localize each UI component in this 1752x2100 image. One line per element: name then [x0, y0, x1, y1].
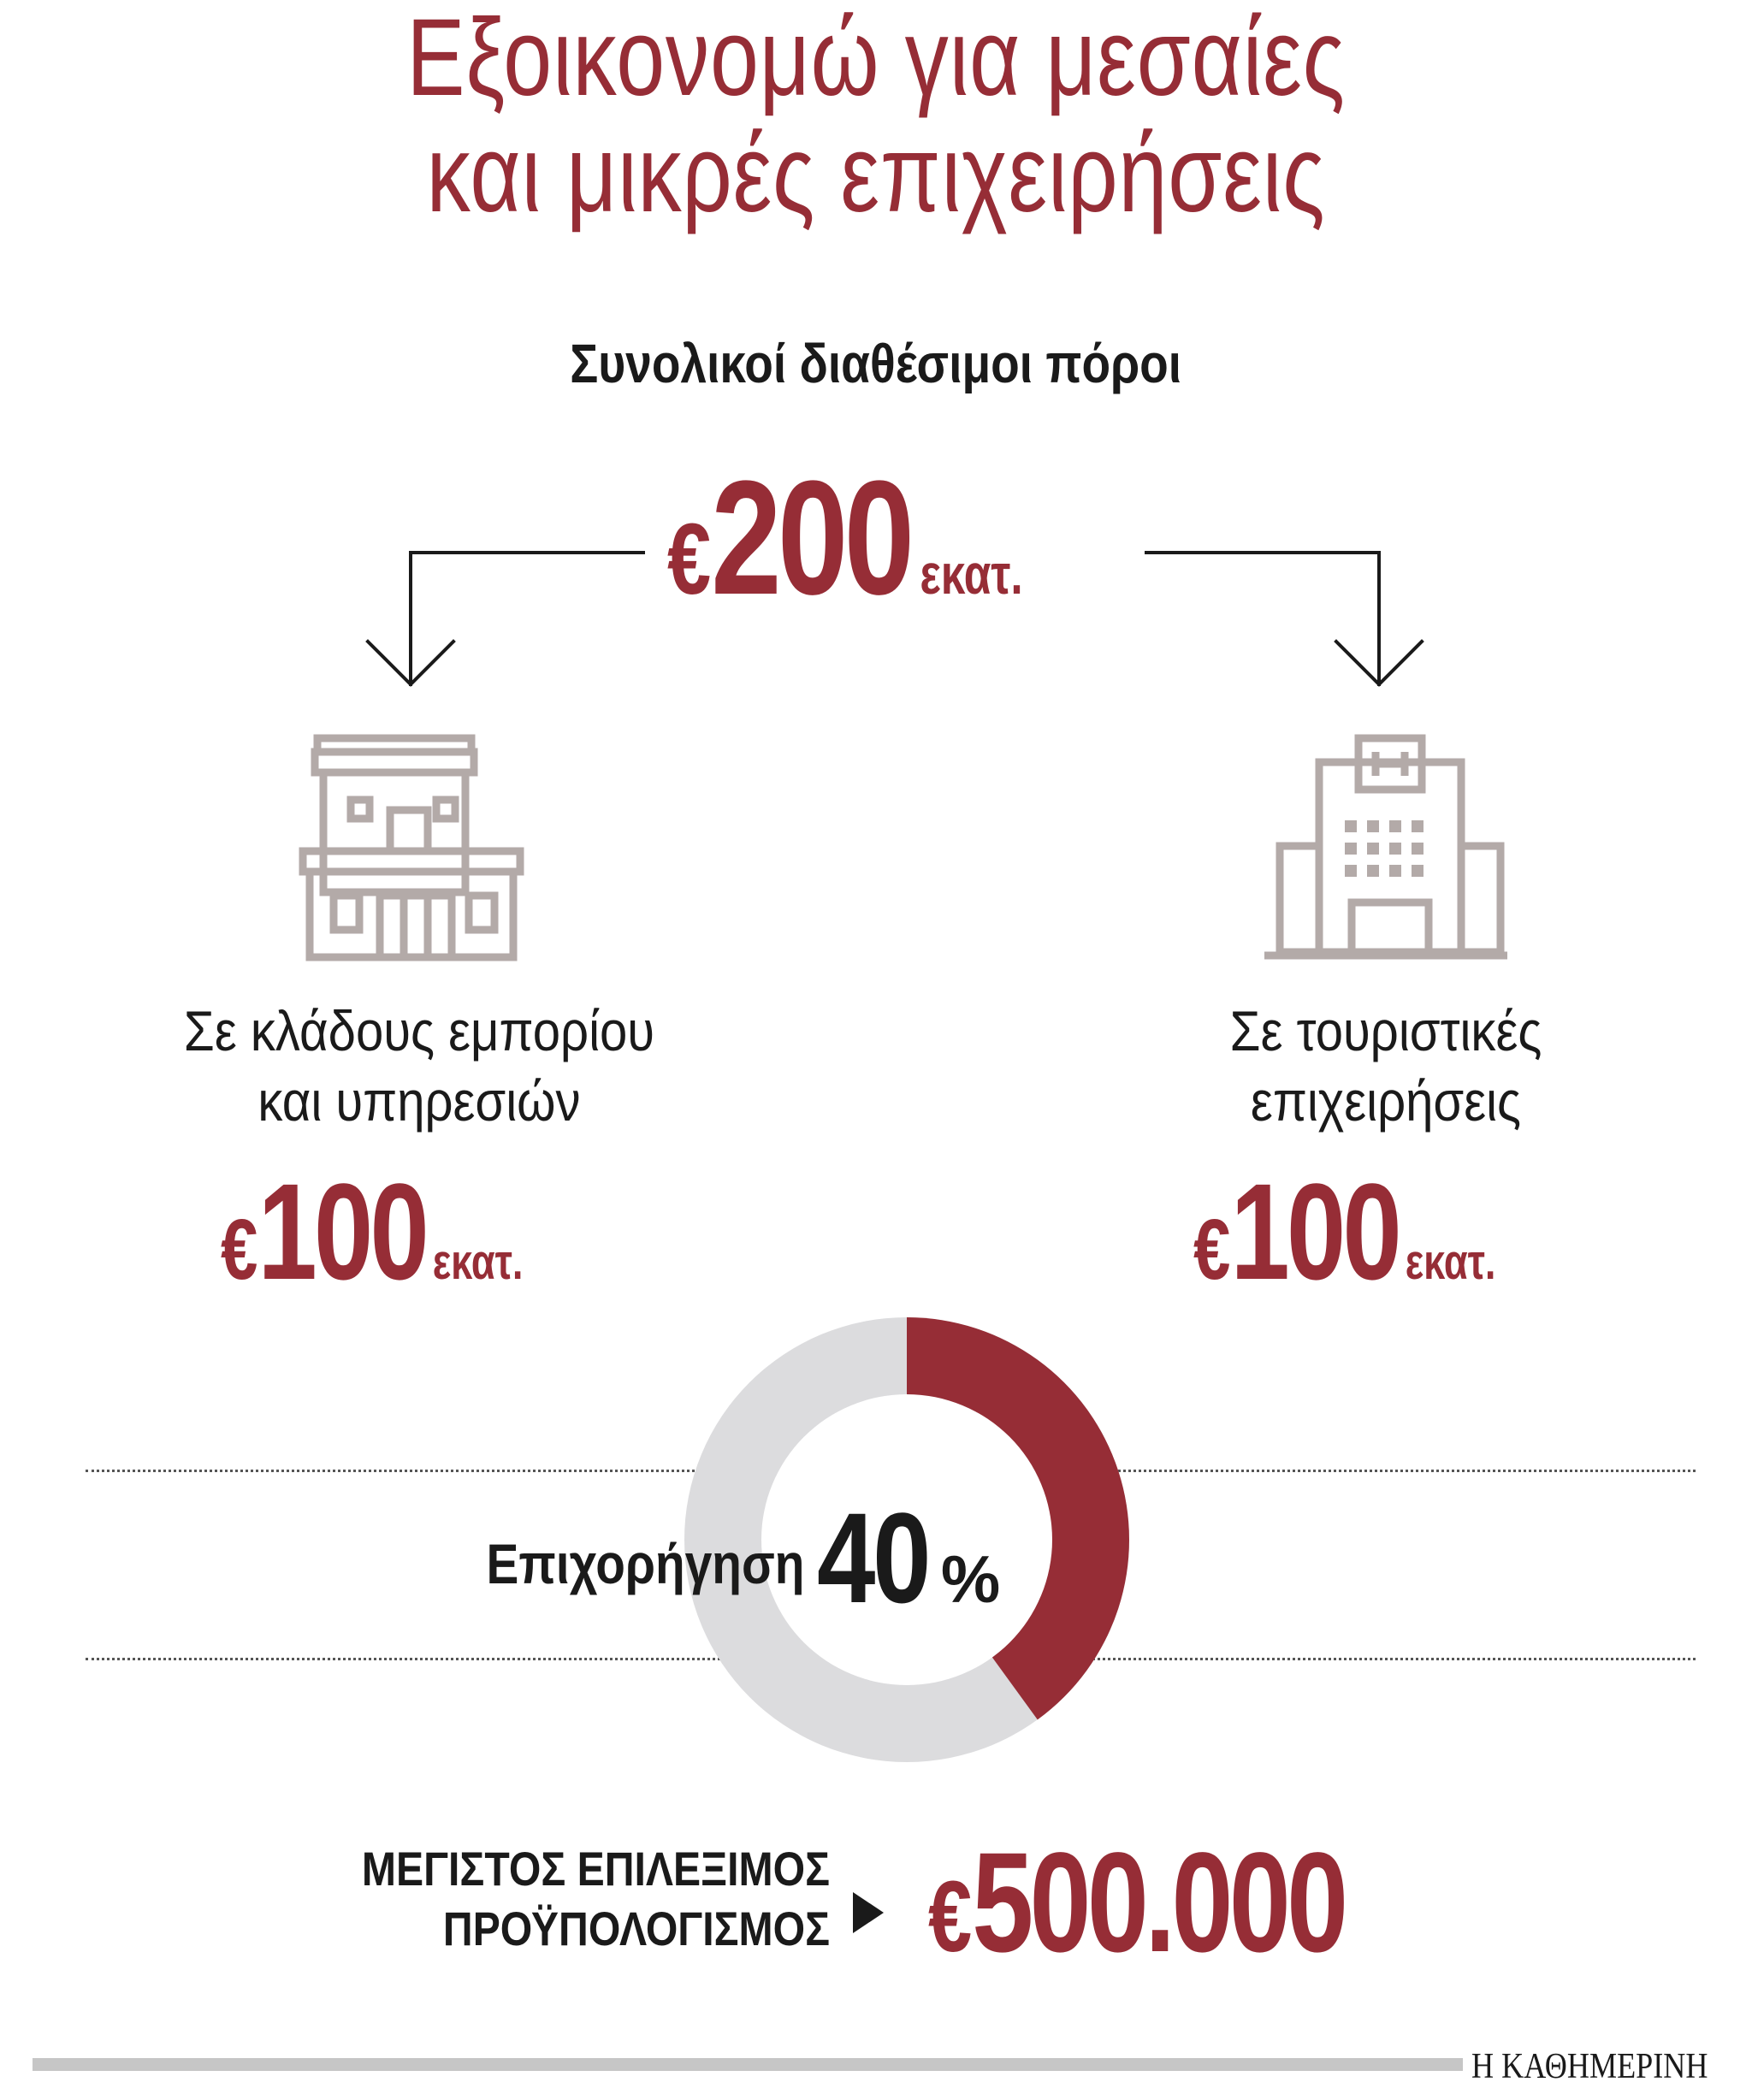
max-budget-label — [214, 1839, 830, 1959]
footer-bar — [33, 2058, 1463, 2071]
total-value: 200 — [711, 447, 911, 629]
percent-sign: % — [940, 1541, 1001, 1617]
branch-label-line-2: και υπηρεσιών — [257, 1069, 581, 1133]
branch-unit: εκατ. — [432, 1234, 524, 1290]
branch-label-line-2: επιχειρήσεις — [1250, 1069, 1522, 1133]
branch-amount-commerce — [221, 1153, 648, 1308]
right-connector-line — [1146, 553, 1379, 684]
grant-value — [817, 1484, 1039, 1632]
triangle-right-icon — [851, 1890, 885, 1935]
total-resources-heading-text: Συνολικοί διαθέσιμοι πόροι — [570, 333, 1182, 394]
max-budget-label-line-2: ΠΡΟΫΠΟΛΟΓΙΣΜΟΣ — [442, 1902, 830, 1955]
total-unit: εκατ. — [920, 542, 1023, 606]
max-budget-label-line-1: ΜΕΓΙΣΤΟΣ ΕΠΙΛΕΞΙΜΟΣ — [361, 1842, 830, 1896]
hotel-building-icon — [1258, 731, 1514, 967]
grant-label-text: Επιχορήγηση — [486, 1532, 804, 1595]
branch-value: 100 — [1230, 1155, 1399, 1308]
title-line-2: και μικρές επιχειρήσεις — [426, 113, 1326, 235]
branch-value: 100 — [257, 1155, 426, 1308]
branch-label-commerce — [94, 996, 744, 1136]
grant-percent-value: 40 — [817, 1486, 929, 1630]
brand-logo — [1471, 2046, 1752, 2087]
left-connector-line — [411, 553, 643, 684]
grant-label — [402, 1531, 804, 1596]
branch-amount-tourism — [1193, 1153, 1621, 1308]
branch-label-tourism — [1078, 996, 1694, 1136]
currency-symbol: € — [667, 503, 712, 616]
currency-symbol: € — [221, 1202, 258, 1298]
max-budget-value: 500.000 — [972, 1824, 1345, 1982]
max-budget-amount — [928, 1822, 1407, 1982]
split-arrows — [0, 0, 1752, 701]
brand-logo-text: Η ΚΑΘΗΜΕΡΙΝΗ — [1471, 2047, 1708, 2086]
branch-label-line-1: Σε κλάδους εμπορίου — [183, 999, 655, 1062]
title-line-1: Εξοικονομώ για μεσαίες — [406, 0, 1346, 119]
currency-symbol: € — [928, 1860, 973, 1973]
branch-unit: εκατ. — [1405, 1234, 1496, 1290]
hotel-windows — [1345, 820, 1424, 877]
shop-building-icon — [291, 731, 530, 962]
branch-label-line-1: Σε τουριστικές — [1229, 999, 1542, 1062]
currency-symbol: € — [1193, 1202, 1231, 1298]
